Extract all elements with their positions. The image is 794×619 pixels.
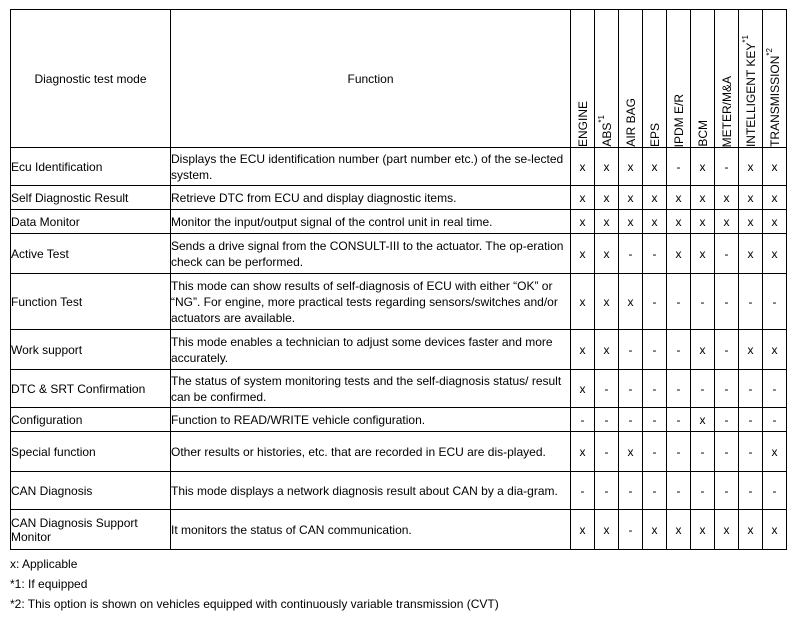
row-mode: Configuration [11, 408, 171, 432]
row-mark: - [571, 408, 595, 432]
row-mark: - [763, 472, 787, 510]
table-row [11, 234, 787, 274]
row-mark: - [667, 274, 691, 330]
row-mark: x [763, 330, 787, 370]
row-mark: - [715, 472, 739, 510]
system-footnote-ref: *1 [596, 115, 606, 123]
row-mark: x [715, 210, 739, 234]
row-mark: x [643, 186, 667, 210]
table-row [11, 186, 787, 210]
row-mark: - [595, 408, 619, 432]
row-mark: x [595, 234, 619, 274]
row-mark: x [691, 510, 715, 550]
row-mode: Function Test [11, 274, 171, 330]
row-mark: x [571, 210, 595, 234]
row-mark: x [763, 210, 787, 234]
table-row [11, 408, 787, 432]
row-mark: x [667, 210, 691, 234]
table-row [11, 148, 787, 186]
row-mark: x [571, 330, 595, 370]
table-header-row [11, 10, 787, 148]
row-mark: x [595, 148, 619, 186]
footnote-cvt: *2: This option is shown on vehicles equipped with continuously variable transmission (CVT) [10, 597, 499, 611]
row-mark: - [691, 274, 715, 330]
table-body [11, 148, 787, 550]
footnote-applicable: x: Applicable [10, 557, 78, 571]
row-function: This mode displays a network diagnosis result about CAN by a dia-gram. [171, 472, 571, 510]
row-mark: - [739, 472, 763, 510]
row-mark: x [571, 274, 595, 330]
row-mode: Active Test [11, 234, 171, 274]
row-mark: - [667, 330, 691, 370]
row-mark: - [643, 234, 667, 274]
system-label: ABS [599, 122, 614, 147]
row-mark: - [619, 234, 643, 274]
row-function: The status of system monitoring tests and the self-diagnosis status/ result can be confirmed. [171, 370, 571, 408]
row-mark: - [619, 472, 643, 510]
diagnostic-mode-table [10, 9, 787, 550]
row-mark: - [643, 330, 667, 370]
row-mark: - [715, 234, 739, 274]
row-mark: - [619, 408, 643, 432]
row-mark: x [571, 510, 595, 550]
header-system-bcm [691, 10, 715, 148]
system-footnote-ref: *1 [740, 34, 750, 43]
row-mode: DTC & SRT Confirmation [11, 370, 171, 408]
table-row [11, 274, 787, 330]
row-mark: x [667, 510, 691, 550]
row-mode: Work support [11, 330, 171, 370]
row-mark: - [667, 370, 691, 408]
row-mark: x [763, 186, 787, 210]
row-mark: - [571, 472, 595, 510]
row-function: This mode can show results of self-diagnosis of ECU with either “OK” or “NG”. For engine, more practical tests regarding sensors/switches and/or actuators are available. [171, 274, 571, 330]
row-mark: - [643, 274, 667, 330]
row-mark: - [619, 370, 643, 408]
row-mode: CAN Diagnosis Support Monitor [11, 510, 171, 550]
row-mark: x [643, 510, 667, 550]
header-diagnostic-test-mode: Diagnostic test mode [11, 10, 171, 148]
row-function: Retrieve DTC from ECU and display diagnostic items. [171, 186, 571, 210]
row-mode: Data Monitor [11, 210, 171, 234]
row-mode: Self Diagnostic Result [11, 186, 171, 210]
row-function: Displays the ECU identification number (part number etc.) of the se-lected system. [171, 148, 571, 186]
row-mark: - [763, 370, 787, 408]
row-mark: x [739, 330, 763, 370]
header-system-air-bag [619, 10, 643, 148]
system-label: BCM [695, 120, 710, 147]
row-mark: - [739, 370, 763, 408]
header-system-ipdm-e-r [667, 10, 691, 148]
header-system-abs [595, 10, 619, 148]
row-function: This mode enables a technician to adjust some devices faster and more accurately. [171, 330, 571, 370]
row-mark: x [595, 186, 619, 210]
row-mark: - [715, 330, 739, 370]
row-mark: x [595, 274, 619, 330]
row-mark: - [595, 370, 619, 408]
row-mark: x [763, 432, 787, 472]
row-mark: - [619, 510, 643, 550]
header-function: Function [171, 10, 571, 148]
row-mark: x [595, 510, 619, 550]
row-mark: x [643, 210, 667, 234]
row-mark: - [643, 408, 667, 432]
row-mark: x [571, 186, 595, 210]
row-mark: - [715, 408, 739, 432]
system-footnote-ref: *2 [764, 48, 774, 56]
row-mark: x [691, 148, 715, 186]
row-mark: - [595, 432, 619, 472]
row-mark: - [667, 432, 691, 472]
row-function: It monitors the status of CAN communication. [171, 510, 571, 550]
row-function: Other results or histories, etc. that are recorded in ECU are dis-played. [171, 432, 571, 472]
table-row [11, 210, 787, 234]
row-mark: x [715, 510, 739, 550]
system-label: INTELLIGENT KEY [743, 42, 758, 147]
system-label: METER/M&A [719, 75, 734, 147]
row-mark: x [619, 274, 643, 330]
row-mark: x [571, 432, 595, 472]
row-mark: - [691, 472, 715, 510]
row-mark: - [691, 432, 715, 472]
row-mark: - [595, 472, 619, 510]
row-mark: - [619, 330, 643, 370]
system-label: IPDM E/R [671, 93, 686, 147]
row-mark: x [571, 148, 595, 186]
row-function: Function to READ/WRITE vehicle configuration. [171, 408, 571, 432]
row-mark: x [667, 186, 691, 210]
row-mark: x [739, 148, 763, 186]
row-mark: x [763, 510, 787, 550]
table-row [11, 472, 787, 510]
system-label: ENGINE [575, 100, 590, 147]
row-mark: x [715, 186, 739, 210]
row-mark: - [763, 408, 787, 432]
row-mode: CAN Diagnosis [11, 472, 171, 510]
row-mark: x [619, 210, 643, 234]
row-mark: - [739, 408, 763, 432]
row-mark: x [763, 148, 787, 186]
row-mark: - [667, 472, 691, 510]
row-mark: x [691, 408, 715, 432]
row-mark: - [715, 274, 739, 330]
header-system-intelligent-key [739, 10, 763, 148]
row-mode: Special function [11, 432, 171, 472]
row-function: Sends a drive signal from the CONSULT-III to the actuator. The op-eration check can be performed. [171, 234, 571, 274]
row-mark: - [715, 370, 739, 408]
row-mark: - [643, 432, 667, 472]
row-mark: x [571, 234, 595, 274]
row-mark: x [667, 234, 691, 274]
row-function: Monitor the input/output signal of the control unit in real time. [171, 210, 571, 234]
row-mark: - [643, 472, 667, 510]
row-mark: - [763, 274, 787, 330]
row-mark: x [619, 148, 643, 186]
header-system-meter-m-a [715, 10, 739, 148]
row-mark: x [619, 186, 643, 210]
system-label: TRANSMISSION [767, 55, 782, 147]
row-mark: x [691, 234, 715, 274]
row-mark: x [739, 234, 763, 274]
table-row [11, 330, 787, 370]
header-system-eps [643, 10, 667, 148]
row-mark: x [691, 186, 715, 210]
row-mark: - [715, 148, 739, 186]
row-mark: x [691, 330, 715, 370]
system-label: AIR BAG [623, 98, 638, 147]
system-label: EPS [647, 122, 662, 147]
row-mark: x [691, 210, 715, 234]
table-row [11, 432, 787, 472]
header-system-engine [571, 10, 595, 148]
row-mark: - [739, 432, 763, 472]
row-mark: - [715, 432, 739, 472]
row-mark: - [739, 274, 763, 330]
row-mark: - [667, 408, 691, 432]
footnotes [10, 554, 499, 614]
row-mark: x [763, 234, 787, 274]
row-mark: x [739, 510, 763, 550]
row-mark: - [643, 370, 667, 408]
row-mark: x [643, 148, 667, 186]
table-row [11, 370, 787, 408]
row-mark: x [619, 432, 643, 472]
footnote-if-equipped: *1: If equipped [10, 577, 88, 591]
row-mark: - [691, 370, 715, 408]
row-mode: Ecu Identification [11, 148, 171, 186]
row-mark: - [667, 148, 691, 186]
row-mark: x [595, 330, 619, 370]
header-system-transmission [763, 10, 787, 148]
table-row [11, 510, 787, 550]
row-mark: x [739, 186, 763, 210]
row-mark: x [739, 210, 763, 234]
row-mark: x [595, 210, 619, 234]
row-mark: x [571, 370, 595, 408]
